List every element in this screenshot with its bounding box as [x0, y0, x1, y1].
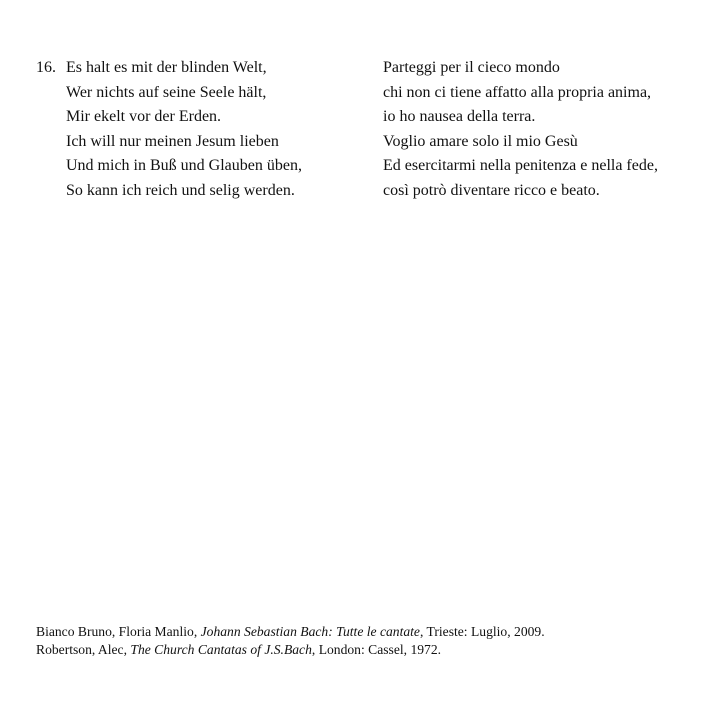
bib-authors: Robertson, Alec, [36, 642, 131, 658]
german-line: Und mich in Buß und Glauben üben, [66, 157, 302, 175]
bib-title: The Church Cantatas of J.S.Bach [130, 642, 312, 658]
italian-line: Parteggi per il cieco mondo [383, 59, 560, 76]
bib-title: Johann Sebastian Bach: Tutte le cantate [200, 624, 420, 639]
verse-number: 16. [36, 59, 56, 76]
german-line: Ich will nur meinen Jesum lieben [66, 132, 279, 150]
italian-line: Voglio amare solo il mio Gesù [383, 132, 578, 150]
german-line: Es halt es mit der blinden Welt, [66, 59, 267, 76]
german-line: Mir ekelt vor der Erden. [66, 108, 222, 126]
german-line: Wer nichts auf seine Seele hält, [66, 83, 267, 101]
bib-authors: Bianco Bruno, Floria Manlio, [36, 624, 201, 639]
german-line: So kann ich reich und selig werden. [66, 181, 295, 199]
italian-line: Ed esercitarmi nella penitenza e nella fede, [383, 157, 658, 175]
bibliography-entry [36, 623, 545, 641]
italian-line: così potrò diventare ricco e beato. [383, 181, 600, 199]
italian-line: chi non ci tiene affatto alla propria anima, [383, 83, 652, 101]
german-text-column [66, 56, 302, 204]
bibliography-entry [36, 641, 545, 659]
bibliography [36, 623, 545, 659]
bib-publication: , London: Cassel, 1972. [311, 642, 442, 658]
italian-translation-column [383, 56, 658, 204]
italian-line: io ho nausea della terra. [383, 108, 536, 126]
bib-publication: , Trieste: Luglio, 2009. [419, 624, 545, 639]
